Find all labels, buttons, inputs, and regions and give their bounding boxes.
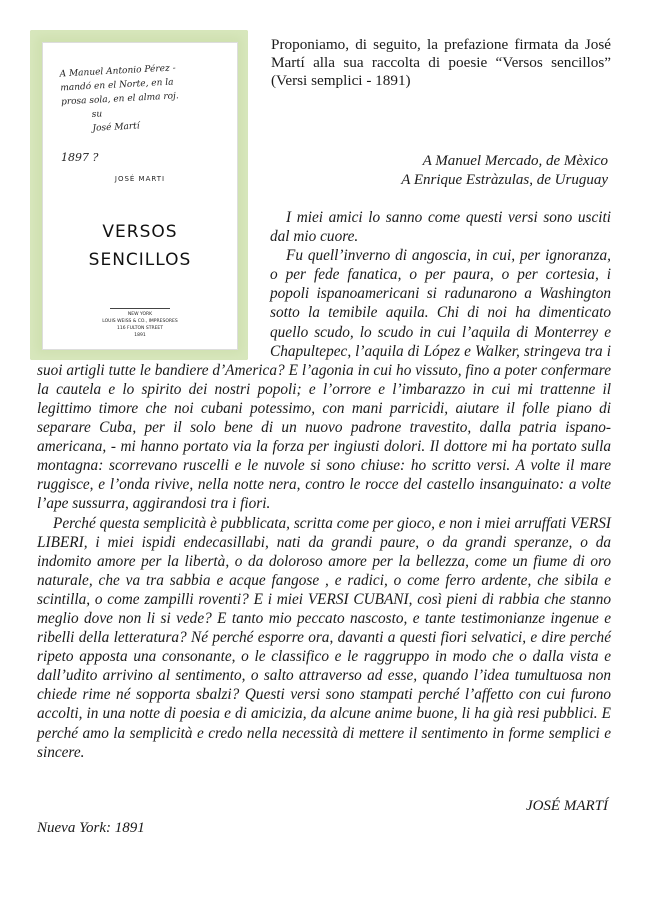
dedication-line: prosa sola, en el alma roj.	[60, 91, 179, 108]
body-paragraph: I miei amici lo sanno come questi versi sono usciti dal mio cuore.	[270, 209, 611, 246]
dedication-line: A Manuel Antonio Pérez -	[59, 63, 176, 80]
body-paragraph: Perché questa semplicità è pubblicata, scritta come per gioco, e non i miei arruffati VERSI LIBERI, i miei ispidi endecasillabi, nati da grandi paure, o da grandi speranze, o da indomito amore per la libertà, o da doloroso amore per la bellezza, come un fiume di oro naturale, che va tra sabbia e acque fangose , e radici, o come ferro ardente, che sibila e scintilla, o come zampilli roventi? E i miei VERSI CUBANI, così pieni di rabbia che stanno meglio dove non li si vede? E tanto mio peccato nascosto, e tante testimonianze ingenue e ribelli della letteratura? Né perché esporre ora, davanti a questi fiori selvatici, e dire perché ripeto apposta una consonante, o le classifico e le raggruppo in modo che o dalla vista e dall’udito arrivino al sentimento, o salto attraverso ad esse, quando l’idea tumultuosa non chiede rime né sopporta sbalzi? Questi versi sono stampati perché l’affetto con cui furono accolti, in una notte di poesia e di amicizia, da alcune anime buone, li ha già resi pubblici. E perché amo la semplicità e credo nella necessità di mettere il sentimento in forme semplici e sincere.	[37, 514, 611, 761]
cover-author: JOSÉ MARTI	[114, 175, 166, 183]
addressee-mercado: A Manuel Mercado, de Mèxico	[422, 153, 608, 169]
cover-wrap-space	[37, 208, 270, 360]
dedication-line: su	[91, 109, 103, 120]
dedication-signature: José Martí	[92, 121, 140, 134]
author-signature: JOSÉ MARTÍ	[525, 798, 608, 814]
addressee-estrazulas: A Enrique Estràzulas, de Uruguay	[401, 172, 608, 188]
cover-title-line: SENCILLOS	[88, 250, 192, 270]
cover-title-line: VERSOS	[102, 222, 178, 242]
imprint-line: 116 FULTON STREET	[116, 326, 164, 331]
addressees	[271, 152, 608, 190]
dedication-line: mandó en el Norte, en la	[60, 77, 174, 94]
imprint-line: LOUIS WEISS & CO., IMPRESORES	[102, 319, 178, 324]
body-paragraph: Fu quell’inverno di angoscia, in cui, per ignoranza, o per fede fanatica, o per paura, o per cortesia, i popoli ispanoamericani si radunarono a Washington sotto la temibile aquila. Chi di noi ha dimenticato quello scudo, lo scudo in cui l’aquila di Monterrey e Chapultepec, l’aquila di López e Walker, stringeva tra i suoi artigli tutte le bandiere d’America? E l’agonia in cui ho vissuto, fino a poter confermare la cautela e lo spirito dei nostri popoli; e l’orrore e l’imbarazzo in cui mi trattenne il legittimo timore che noi cubani potessimo, con mani parricidi, aiutare il folle piano di separare Cuba, per il solo bene di un nuovo padrone travestito, dalla patria ispano-americana, - mi hanno portato via la forza per ingiusti dolori. Il dottore mi ha portato sulla montagna: scorrevano ruscelli e le nuvole si sono chiuse: ho scritto versi. A volte il mare ruggisce, e l’onda rivive, nella notte nera, contro le rocce del castello insanguinato: a volte l’ape sussurra, aggirandosi tra i fiori.	[37, 247, 611, 513]
intro-paragraph: Proponiamo, di seguito, la prefazione firmata da José Martí alla sua raccolta di poesie “Versos sencillos” (Versi semplici - 1891)	[271, 36, 611, 89]
preface-body	[37, 208, 611, 762]
handwritten-dedication	[59, 59, 232, 138]
imprint-line: NEW YORK	[127, 312, 153, 317]
place-date: Nueva York: 1891	[37, 820, 145, 836]
imprint-line: 1891	[134, 333, 146, 338]
catalog-number: 1897 ?	[61, 151, 99, 164]
